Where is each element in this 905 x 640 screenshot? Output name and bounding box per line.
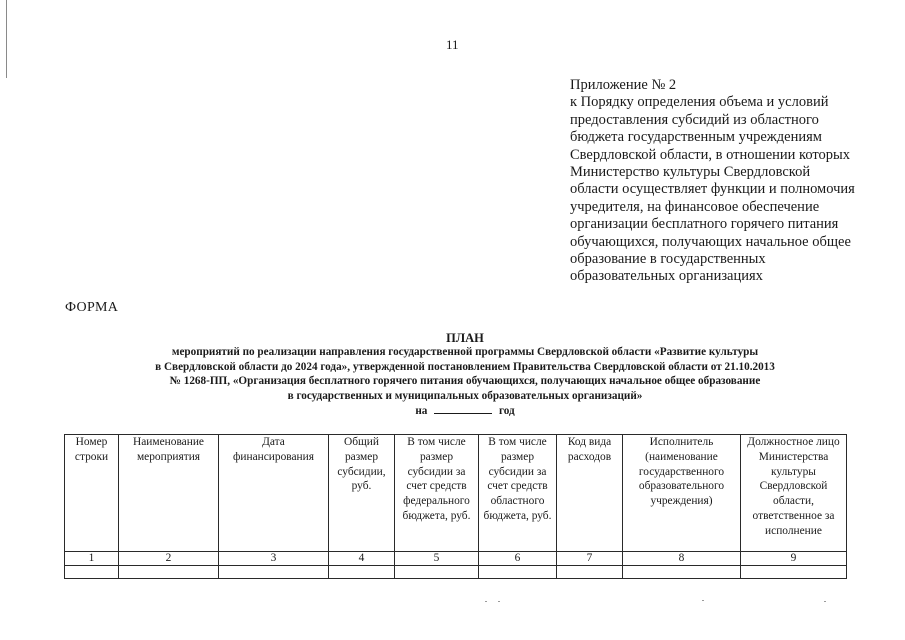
plan-subtitle-line-3: № 1268-ПП, «Организация бесплатного горячего питания обучающихся, получающих начальное общее образование <box>169 375 761 388</box>
plan-year-suffix: год <box>498 405 515 418</box>
header-regional-subsidy: В том числе размер субсидии за счет средств областного бюджета, руб. <box>479 435 557 552</box>
header-financing-date: Дата финансирования <box>219 435 329 552</box>
scan-speck <box>702 600 704 601</box>
column-number-5: 5 <box>395 552 479 566</box>
appendix-body: к Порядку определения объема и условий предоставления субсидий из областного бюджета государственным учреждениям Свердловской области, в отношении которых Министерство культуры Свердловской области осуществляет функции и полномочия учредителя, на финансовое обеспечение организации бесплатного горячего питания обучающихся, получающих начальное общее образование в государственных образовательных организациях <box>570 94 855 285</box>
table-header-row <box>65 435 847 552</box>
column-number-7: 7 <box>557 552 623 566</box>
header-total-subsidy: Общий размер субсидии, руб. <box>329 435 395 552</box>
appendix-note <box>570 77 860 286</box>
empty-cell <box>479 566 557 579</box>
empty-cell <box>395 566 479 579</box>
table-number-row <box>65 552 847 566</box>
empty-cell <box>219 566 329 579</box>
column-number-6: 6 <box>479 552 557 566</box>
page-number: 11 <box>446 37 459 52</box>
header-responsible-official: Должностное лицо Министерства культуры Свердловской области, ответственное за исполнение <box>741 435 847 552</box>
column-number-3: 3 <box>219 552 329 566</box>
year-blank-field <box>434 403 492 414</box>
header-activity-name: Наименование мероприятия <box>119 435 219 552</box>
empty-cell <box>623 566 741 579</box>
column-number-1: 1 <box>65 552 119 566</box>
scan-margin-line <box>6 0 7 78</box>
appendix-title: Приложение № 2 <box>570 77 677 93</box>
column-number-2: 2 <box>119 552 219 566</box>
plan-heading <box>70 331 860 418</box>
plan-title: ПЛАН <box>446 331 484 345</box>
column-number-8: 8 <box>623 552 741 566</box>
column-number-9: 9 <box>741 552 847 566</box>
table-empty-row <box>65 566 847 579</box>
header-executor: Исполнитель (наименование государственного образовательного учреждения) <box>623 435 741 552</box>
scan-speck <box>498 601 500 602</box>
empty-cell <box>119 566 219 579</box>
form-label: ФОРМА <box>65 300 119 315</box>
header-row-number: Номер строки <box>65 435 119 552</box>
empty-cell <box>329 566 395 579</box>
plan-subtitle-line-1: мероприятий по реализации направления государственной программы Свердловской области «Развитие культуры <box>171 346 759 359</box>
header-expense-code: Код вида расходов <box>557 435 623 552</box>
plan-year-line <box>70 403 860 418</box>
scan-speck <box>485 601 487 602</box>
plan-subtitle-line-4: в государственных и муниципальных образовательных организаций» <box>287 389 643 402</box>
column-number-4: 4 <box>329 552 395 566</box>
header-federal-subsidy: В том числе размер субсидии за счет средств федерального бюджета, руб. <box>395 435 479 552</box>
empty-cell <box>741 566 847 579</box>
scan-speck <box>824 601 826 602</box>
plan-year-prefix: на <box>415 405 428 418</box>
plan-subtitle-line-2: в Свердловской области до 2024 года», утвержденной постановлением Правительства Свердловской области от 21.10.2013 <box>155 360 775 373</box>
empty-cell <box>557 566 623 579</box>
plan-table <box>64 434 847 579</box>
empty-cell <box>65 566 119 579</box>
